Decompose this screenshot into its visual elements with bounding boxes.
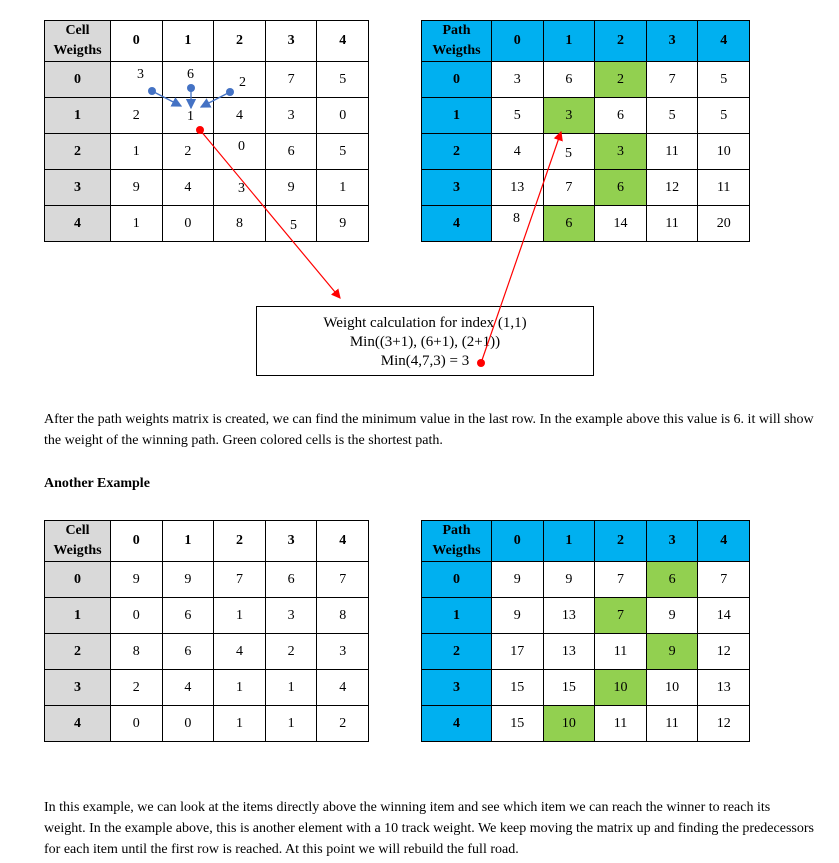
row-header: 3 [422,670,492,706]
column-header: 4 [317,521,369,562]
table-cell: 13 [543,634,595,670]
table-cell: 7 [265,62,317,98]
table-cell: 9 [162,562,214,598]
table-cell: 1 [265,670,317,706]
offset-value: 1 [187,109,194,124]
red-arrow [481,132,561,363]
table-cell: 4 [317,670,369,706]
table-cell: 3 [265,598,317,634]
row-header: 2 [422,634,492,670]
table-cell: 15 [543,670,595,706]
table-cell: 1 [214,598,266,634]
table-cell: 20 [698,206,750,242]
table-cell: 5 [317,62,369,98]
row-header: 4 [422,206,492,242]
red-arrow [200,130,340,298]
table-cell: 2 [162,134,214,170]
table-cell: 7 [646,62,698,98]
table-cell: 6 [162,598,214,634]
column-header: 3 [646,521,698,562]
table-cell: 3 [317,634,369,670]
table-row [422,562,750,598]
table-cell: 1 [317,170,369,206]
column-header: 4 [698,521,750,562]
table-cell: 5 [317,134,369,170]
row-header: 1 [422,598,492,634]
table-cell: 9 [492,598,544,634]
table-cell: 12 [698,706,750,742]
table-row [422,634,750,670]
table-cell: 0 [111,598,163,634]
table-row [422,598,750,634]
column-header: 2 [595,21,647,62]
table-cell: 10 [646,670,698,706]
paragraph-path-explanation: After the path weights matrix is created, we can find the minimum value in the last row. In the example above this value is 6. it will show the weight of the winning path. Green colored cells is the shortest path. [44,412,814,448]
table-cell: 3 [265,98,317,134]
table-cell: 2 [111,670,163,706]
table-cell: 11 [646,706,698,742]
table-cell: 17 [492,634,544,670]
table-cell: 1 [265,706,317,742]
row-header: 0 [422,62,492,98]
table-cell: 4 [162,170,214,206]
table-cell: 11 [698,170,750,206]
offset-value: 3 [238,181,245,196]
table-cell: 1 [214,706,266,742]
offset-value: 6 [187,67,194,82]
example2-path-weights-table [421,520,750,742]
table-cell: 1 [111,206,163,242]
column-header: 4 [698,21,750,62]
table-cell: 5 [698,98,750,134]
column-header: 2 [214,521,266,562]
column-header: 1 [543,21,595,62]
table-cell: 12 [646,170,698,206]
path-cell: 6 [543,206,595,242]
table-row [45,562,369,598]
column-header: 2 [595,521,647,562]
table-cell: 6 [595,98,647,134]
table-cell: 1 [214,670,266,706]
table-cell: 14 [595,206,647,242]
offset-value: 0 [238,139,245,154]
table-cell: 0 [162,706,214,742]
row-header: 2 [45,134,111,170]
path-cell: 6 [595,170,647,206]
table-cell: 9 [646,598,698,634]
table-cell: 7 [214,562,266,598]
table-cell: 11 [595,706,647,742]
path-cell: 3 [595,134,647,170]
table-cell: 4 [162,670,214,706]
row-header: 4 [422,706,492,742]
table-cell: 4 [214,634,266,670]
table-cell: 9 [317,206,369,242]
table-corner: Cell Weigths [45,521,111,562]
table-cell: 11 [646,134,698,170]
column-header: 0 [111,521,163,562]
blue-arrow [201,92,230,107]
table-cell: 10 [698,134,750,170]
table-cell: 6 [543,62,595,98]
example2-cell-weights-table [44,520,369,742]
row-header: 2 [422,134,492,170]
table-cell: 2 [317,706,369,742]
table-cell: 1 [111,134,163,170]
table-cell: 8 [214,206,266,242]
table-row [45,706,369,742]
table-cell: 0 [162,206,214,242]
row-header: 0 [422,562,492,598]
calc-line: Weight calculation for index (1,1) [323,315,527,331]
table-cell: 15 [492,670,544,706]
column-header: 0 [111,21,163,62]
column-header: 3 [265,521,317,562]
table-cell: 4 [492,134,544,170]
table-cell: 8 [111,634,163,670]
offset-value: 8 [513,211,520,226]
table-cell: 9 [492,562,544,598]
blue-arrow [152,91,181,106]
offset-value: 5 [565,146,572,161]
table-cell: 9 [543,562,595,598]
column-header: 3 [646,21,698,62]
row-header: 1 [45,598,111,634]
table-cell: 0 [111,706,163,742]
row-header: 4 [45,206,111,242]
table-cell: 5 [646,98,698,134]
table-cell: 13 [698,670,750,706]
path-cell: 6 [646,562,698,598]
table-row [45,670,369,706]
paragraph-backtracking-explanation: In this example, we can look at the items directly above the winning item and see which item we can reach the winner to reach its weight. In the example above, this is another element with a 10 track weight. We keep moving the matrix up and finding the predecessors for each item until the first row is reached. At this point we will rebuild the full road. [44,800,814,857]
table-row [45,634,369,670]
table-row [45,598,369,634]
table-cell: 11 [646,206,698,242]
table-corner: Cell Weigths [45,21,111,62]
offset-value: 2 [239,75,246,90]
row-header: 1 [422,98,492,134]
column-header: 0 [492,21,544,62]
table-cell: 12 [698,634,750,670]
table-cell: 4 [214,98,266,134]
section-heading: Another Example [44,476,150,491]
path-cell: 10 [543,706,595,742]
row-header: 1 [45,98,111,134]
table-cell: 6 [265,134,317,170]
table-row [422,706,750,742]
table-cell: 2 [265,634,317,670]
column-header: 1 [162,521,214,562]
path-cell: 7 [595,598,647,634]
column-header: 2 [214,21,266,62]
path-cell: 2 [595,62,647,98]
table-cell: 3 [492,62,544,98]
table-cell: 2 [111,98,163,134]
table-corner: Path Weigths [422,21,492,62]
table-cell: 13 [492,170,544,206]
row-header: 3 [45,170,111,206]
table-cell: 0 [317,98,369,134]
table-row [422,670,750,706]
table-cell: 9 [111,170,163,206]
row-header: 2 [45,634,111,670]
column-header: 1 [162,21,214,62]
row-header: 4 [45,706,111,742]
offset-value: 5 [290,218,297,233]
row-header: 0 [45,562,111,598]
table-cell: 6 [162,634,214,670]
table-cell: 7 [543,170,595,206]
path-cell: 9 [646,634,698,670]
table-corner: Path Weigths [422,521,492,562]
table-cell: 14 [698,598,750,634]
path-cell: 3 [543,98,595,134]
table-cell: 9 [265,170,317,206]
path-cell: 10 [595,670,647,706]
offset-value: 3 [137,67,144,82]
table-cell: 5 [698,62,750,98]
table-cell: 13 [543,598,595,634]
column-header: 0 [492,521,544,562]
row-header: 3 [45,670,111,706]
table-cell: 11 [595,634,647,670]
row-header: 3 [422,170,492,206]
column-header: 3 [265,21,317,62]
table-cell: 7 [595,562,647,598]
table-cell: 15 [492,706,544,742]
row-header: 0 [45,62,111,98]
table-cell: 6 [265,562,317,598]
calc-line: Min(4,7,3) = 3 [380,353,470,369]
column-header: 1 [543,521,595,562]
calc-line: Min((3+1), (6+1), (2+1)) [349,334,501,350]
table-cell: 7 [317,562,369,598]
column-header: 4 [317,21,369,62]
table-cell: 8 [317,598,369,634]
table-cell: 5 [492,98,544,134]
table-cell: 7 [698,562,750,598]
table-cell: 9 [111,562,163,598]
